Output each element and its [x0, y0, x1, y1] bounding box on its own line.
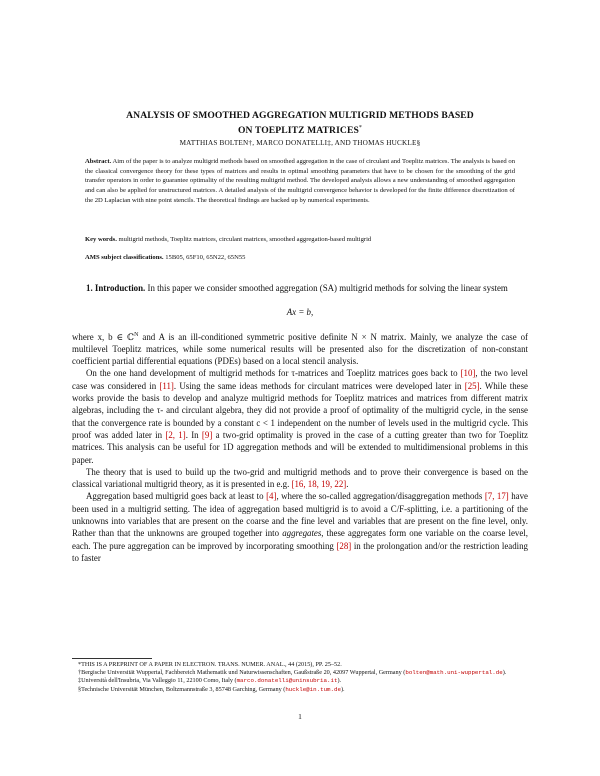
p5-text-d: , these aggregates form one variable on the coarse level, each. The pure aggregation can be improved by incorporating smoothing [72, 528, 528, 551]
paper-title [60, 110, 540, 137]
p2-text-a: where x, b ∈ ℂ [72, 331, 135, 342]
footnote-affiliation-3 [72, 686, 528, 694]
p3-text-c: . Using the same ideas methods for circulant matrices were developed later in [173, 380, 465, 391]
p4-text-b: . [346, 479, 349, 490]
email-link[interactable]: huckle@in.tum.de [285, 685, 341, 693]
citation-link[interactable]: [28] [336, 540, 352, 551]
p5-text-b: , where the so-called aggregation/disaggregation methods [276, 491, 485, 502]
citation-link[interactable]: [25] [464, 380, 480, 391]
footnote-2-end: ). [337, 677, 342, 685]
p3-text-b: , the two level case was considered in [72, 368, 529, 391]
ams-text: 15B05, 65F10, 65N22, 65N55 [165, 254, 246, 261]
p2-superscript: N [134, 331, 139, 338]
intro-paragraph-2 [72, 329, 528, 368]
email-link[interactable]: marco.donatelli@uninsubria.it [236, 677, 338, 685]
keywords [85, 236, 515, 243]
abstract [85, 157, 515, 206]
title-footnote-mark: * [358, 125, 362, 131]
p3-text-d: . While these works provide the basis to develop and analyze multigrid methods for Toeplitz matrices and matrices from different matrix algebras, including the τ- and circulant algebra, they did not provide a proof of optimality of the multigrid cycle, in the sense that the convergence rate is bounded by a constant c < 1 independent on the number of levels used in the multigrid cycle. This proof was added later in [72, 380, 529, 440]
main-body [72, 282, 528, 564]
footnote-1-end: ). [502, 669, 507, 677]
section-heading: 1. Introduction. [86, 283, 146, 293]
footnote-divider [72, 658, 152, 659]
intro-p1-text: In this paper we consider smoothed aggregation (SA) multigrid methods for solving the linear system [147, 283, 508, 293]
p4-text-a: The theory that is used to build up the two-grid and multigrid methods and to prove their convergence is based on the classical variational multigrid theory, as it is presented in e.g. [72, 466, 528, 490]
keywords-label: Key words. [85, 236, 117, 243]
equation: Ax = b, [286, 307, 314, 318]
p5-text-e: in the prolongation and/or the restriction leading to faster [72, 540, 528, 563]
author-list: MATTHIAS BOLTEN†, MARCO DONATELLI‡, AND THOMAS HUCKLE§ [179, 139, 421, 147]
p5-text-a: Aggregation based multigrid goes back at least to [86, 491, 267, 502]
citation-link[interactable]: [4] [266, 491, 277, 502]
p5-text-c: have been used in a multigrid setting. The idea of aggregation based multigrid is to avoid a C/F-splitting, i.e. a partitioning of the unknowns into variables that are present on the coarse and the fine level and variables that are present on the fine level, only. Rather than that the unknowns are grouped together into [72, 491, 528, 539]
p2-text-b: and A is an ill-conditioned symmetric positive definite N × N matrix. Mainly, we analyze the case of multilevel Toeplitz matrices, while some numerical results will be presented also for the discretization of non-constant coefficient partial differential equations (PDEs) based on a local stencil analysis. [72, 331, 528, 367]
citation-link[interactable]: [10] [460, 368, 476, 379]
footnote-2-text: ‡Università dell'Insubria, Via Valleggio 11, 22100 Como, Italy ( [78, 677, 237, 685]
citation-link[interactable]: [9] [201, 429, 213, 440]
footnote-preprint: *THIS IS A PREPRINT OF A PAPER IN ELECTRON. TRANS. NUMER. ANAL., 44 (2015), PP. 25–52. [78, 661, 342, 668]
email-link[interactable]: bolten@math.uni-wuppertal.de [405, 669, 503, 677]
keywords-text: multigrid methods, Toeplitz matrices, circulant matrices, smoothed aggregation-based multigrid [118, 236, 372, 243]
citation-link[interactable]: [2, 1] [165, 429, 186, 440]
p3-text-a: On the one hand development of multigrid methods for τ-matrices and Toeplitz matrices goes back to [86, 368, 461, 379]
abstract-text: Aim of the paper is to analyze multigrid methods based on smoothed aggregation in the case of circulant and Toeplitz matrices. The analysis is based on the classical convergence theory for these types of matrices and results in optimal smoothing parameters that have to be chosen for the smoothing of the grid transfer operators in order to guarantee optimality of the resulting multigrid method. The developed analysis allows a new understanding of smoothed aggregation and can also be applied for unstructured matrices. A detailed analysis of the multigrid convergence behavior is developed for the finite difference discretization of the 2D Laplacian with nine point stencils. The theoretical findings are backed up by numerical experiments. [85, 158, 515, 204]
footnote-affiliation-1 [72, 669, 528, 677]
intro-paragraph-5 [72, 490, 528, 564]
abstract-label: Abstract. [85, 158, 112, 165]
title-line-1: ANALYSIS OF SMOOTHED AGGREGATION MULTIGRID METHODS BASED [126, 110, 474, 121]
footnote-1-text: †Bergische Universität Wuppertal, Fachbereich Mathematik und Naturwissenschaften, Gaußstraße 20, 42097 Wuppertal, Germany ( [78, 669, 406, 677]
title-line-2: ON TOEPLITZ MATRICES [238, 125, 359, 137]
p5-emphasis: aggregates [282, 528, 322, 539]
footnote-3-text: §Technische Universität München, Boltzmannstraße 3, 85748 Garching, Germany ( [78, 685, 286, 693]
footnote-affiliation-2 [72, 677, 528, 685]
intro-paragraph-3 [72, 367, 528, 465]
citation-link[interactable]: [11] [159, 380, 174, 391]
citation-link[interactable]: [7, 17] [484, 491, 509, 502]
footnote-3-end: ). [340, 685, 345, 693]
p3-text-e: . In [185, 429, 202, 440]
p3-text-f: a two-grid optimality is proved in the case of a cutting greater than two for Toeplitz matrices. This analysis can be useful for 1D aggregation methods and will be extended to multidimensional problems in this paper. [72, 429, 528, 465]
intro-paragraph-4 [72, 466, 528, 491]
intro-paragraph-1 [72, 282, 528, 294]
ams-classification [85, 254, 515, 261]
ams-label: AMS subject classifications. [85, 254, 164, 261]
citation-link[interactable]: [16, 18, 19, 22] [291, 479, 347, 490]
footnotes [72, 661, 528, 694]
page-number: 1 [298, 712, 302, 721]
